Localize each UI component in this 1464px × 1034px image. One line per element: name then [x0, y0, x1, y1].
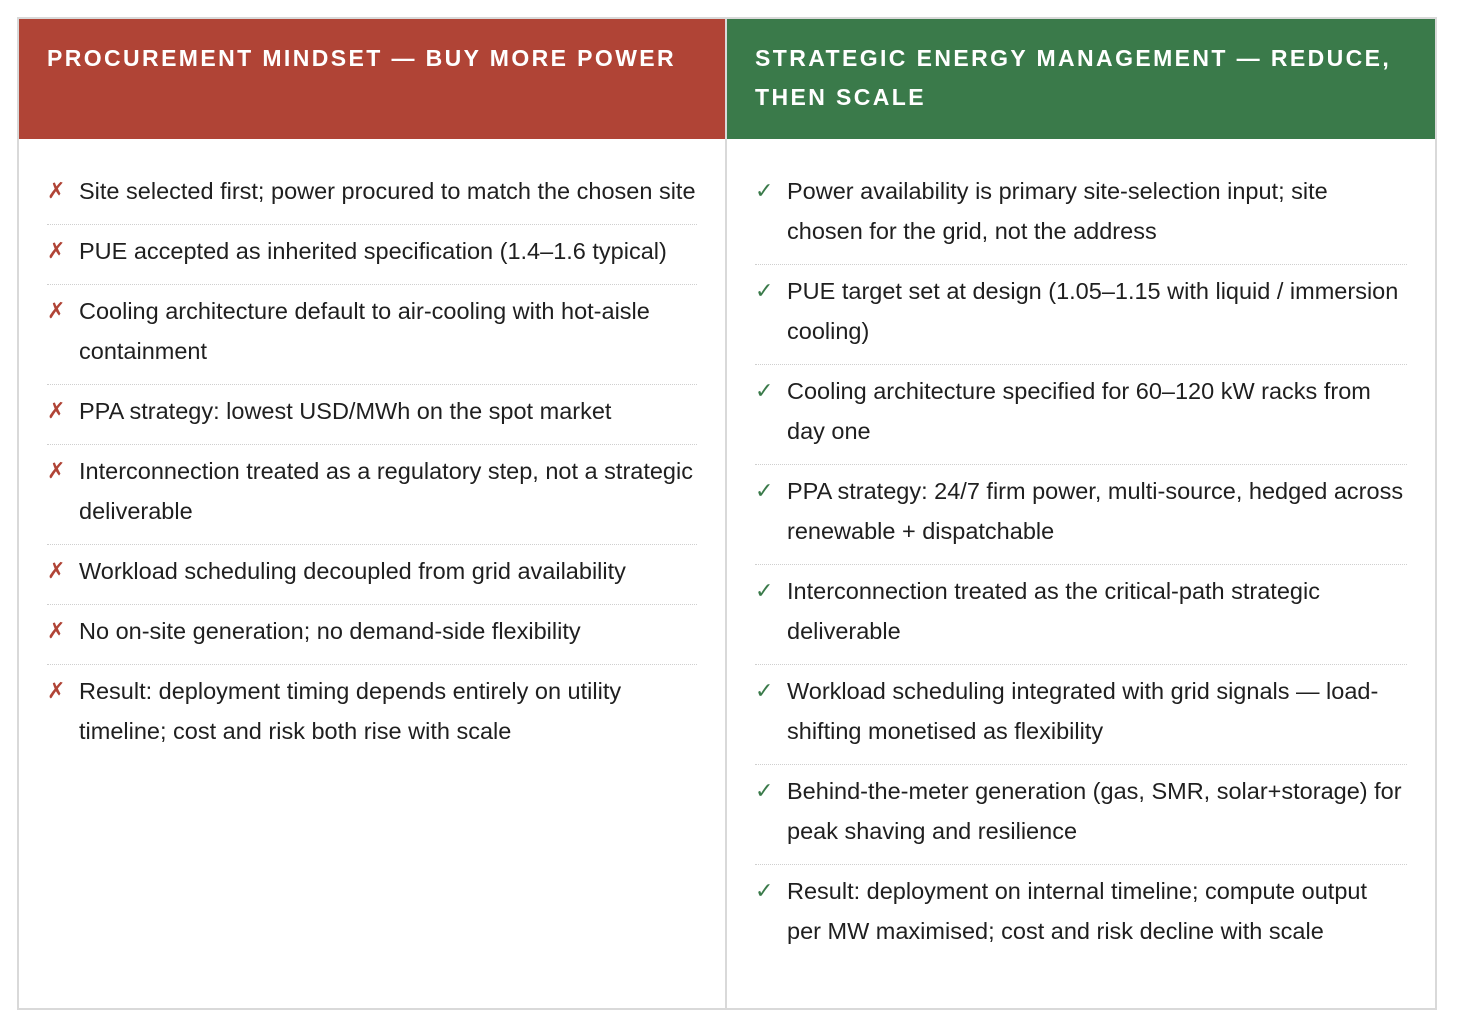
item-text: PUE target set at design (1.05–1.15 with liquid / immersion cooling) [787, 278, 1399, 344]
procurement-list [19, 139, 725, 770]
check-icon: ✓ [755, 478, 774, 503]
procurement-column [19, 19, 727, 1008]
check-icon: ✓ [755, 278, 774, 303]
cross-icon: ✗ [47, 458, 66, 483]
item-text: Cooling architecture default to air-cooling with hot-aisle containment [79, 298, 650, 364]
cross-icon: ✗ [47, 558, 66, 583]
list-item [47, 291, 697, 385]
list-item [755, 671, 1407, 765]
list-item [755, 471, 1407, 565]
strategic-header: STRATEGIC ENERGY MANAGEMENT — REDUCE, THEN SCALE [727, 19, 1435, 139]
cross-icon: ✗ [47, 298, 66, 323]
cross-icon: ✗ [47, 178, 66, 203]
list-item [47, 671, 697, 764]
list-item [47, 451, 697, 545]
list-item [47, 391, 697, 445]
item-text: Power availability is primary site-selection input; site chosen for the grid, not the address [787, 178, 1328, 244]
item-text: Result: deployment timing depends entirely on utility timeline; cost and risk both rise with scale [79, 678, 622, 744]
item-text: Workload scheduling decoupled from grid availability [79, 558, 626, 584]
item-text: Interconnection treated as the critical-path strategic deliverable [787, 578, 1320, 644]
comparison-table [17, 17, 1437, 1010]
list-item [47, 231, 697, 285]
item-text: Result: deployment on internal timeline; compute output per MW maximised; cost and risk decline with scale [787, 878, 1367, 944]
cross-icon: ✗ [47, 398, 66, 423]
list-item [755, 771, 1407, 865]
list-item [47, 551, 697, 605]
item-text: PPA strategy: 24/7 firm power, multi-source, hedged across renewable + dispatchable [787, 478, 1404, 544]
list-item [755, 371, 1407, 465]
list-item [755, 171, 1407, 265]
strategic-column [727, 19, 1435, 1008]
item-text: Interconnection treated as a regulatory step, not a strategic deliverable [79, 458, 693, 524]
check-icon: ✓ [755, 578, 774, 603]
item-text: Site selected first; power procured to match the chosen site [79, 178, 696, 204]
procurement-header: PROCUREMENT MINDSET — BUY MORE POWER [19, 19, 725, 139]
list-item [755, 871, 1407, 964]
list-item [755, 271, 1407, 365]
item-text: Behind-the-meter generation (gas, SMR, solar+storage) for peak shaving and resilience [787, 778, 1402, 844]
list-item [755, 571, 1407, 665]
cross-icon: ✗ [47, 618, 66, 643]
cross-icon: ✗ [47, 238, 66, 263]
check-icon: ✓ [755, 378, 774, 403]
check-icon: ✓ [755, 878, 774, 903]
strategic-list [727, 139, 1435, 970]
cross-icon: ✗ [47, 678, 66, 703]
item-text: PPA strategy: lowest USD/MWh on the spot market [79, 398, 612, 424]
list-item [47, 171, 697, 225]
item-text: PUE accepted as inherited specification (1.4–1.6 typical) [79, 238, 667, 264]
item-text: Cooling architecture specified for 60–120 kW racks from day one [787, 378, 1371, 444]
check-icon: ✓ [755, 678, 774, 703]
list-item [47, 611, 697, 665]
check-icon: ✓ [755, 178, 774, 203]
check-icon: ✓ [755, 778, 774, 803]
item-text: Workload scheduling integrated with grid signals — load-shifting monetised as flexibility [787, 678, 1379, 744]
item-text: No on-site generation; no demand-side flexibility [79, 618, 581, 644]
